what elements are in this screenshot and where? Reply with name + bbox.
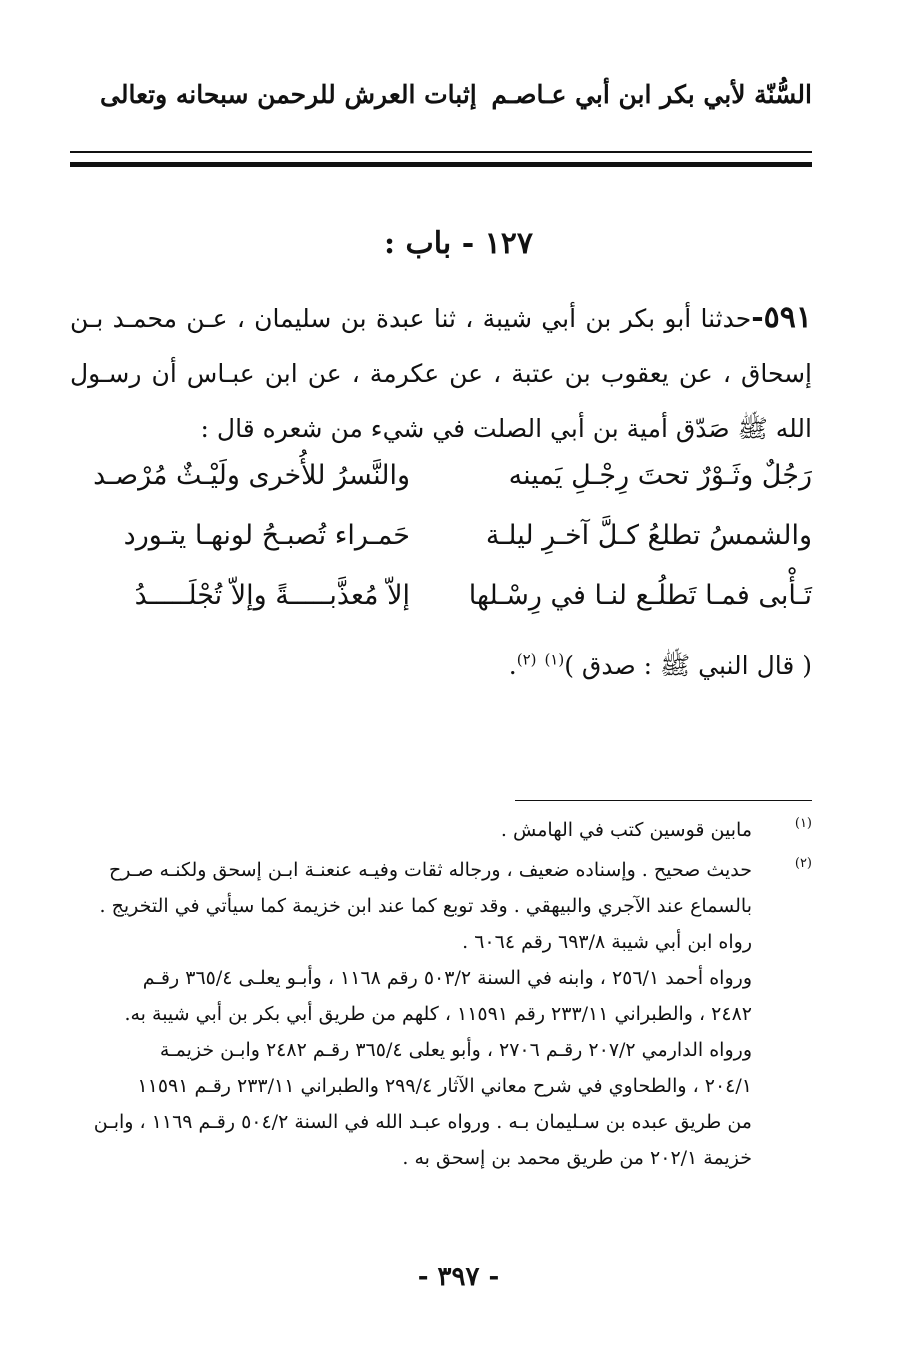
book-title: السُّنّة لأبي بكر ابن أبي عـاصـم	[491, 80, 812, 109]
poem-verse	[70, 580, 812, 640]
verse-first-hemistich: رَجُلٌ وثَـوْرٌ تحتَ رِجْـلِ يَمينه	[508, 460, 812, 491]
footnote-ref-2[interactable]: (٢)	[516, 650, 537, 669]
footnote-line: ٢٠٤/١ ، والطحاوي في شرح معاني الآثار ٢٩٩/٤ والطبراني ٢٣٣/١١ رقـم ١١٥٩١	[137, 1075, 752, 1097]
closing-end: .	[508, 651, 517, 680]
footnote-line: مابين قوسين كتب في الهامش .	[500, 819, 752, 841]
verse-second-hemistich: حَمـراء تُصبـحُ لونهـا يتـورد	[123, 520, 410, 551]
hadith-number: ٥٩١-	[751, 300, 812, 335]
verse-first-hemistich: والشمسُ تطلعُ كـلَّ آخـرِ ليلـة	[485, 520, 812, 551]
chapter-heading: ١٢٧ - باب :	[384, 226, 533, 261]
running-header	[70, 80, 812, 130]
header-rule-thick	[70, 162, 812, 167]
poem-verse	[70, 460, 812, 520]
verse-second-hemistich: والنَّسرُ للأُخرى ولَيْـثٌ مُرْصـد	[93, 460, 410, 491]
footnote-2	[70, 852, 812, 1176]
footnote-number: (٢)	[794, 856, 812, 871]
verse-first-hemistich: تَـأْبى فمـا تَطلُـع لنـا في رِسْـلها	[468, 580, 812, 611]
poem	[70, 460, 812, 640]
footnote-line: ورواه أحمد ٢٥٦/١ ، وابنه في السنة ٥٠٣/٢ رقم ١١٦٨ ، وأبـو يعلـى ٣٦٥/٤ رقـم	[142, 967, 752, 989]
footnote-line: ٢٤٨٢ ، والطبراني ٢٣٣/١١ رقم ١١٥٩١ ، كلهم من طريق أبي بكر بن أبي شيبة به.	[124, 1003, 752, 1025]
footnote-line: رواه ابن أبي شيبة ٦٩٣/٨ رقم ٦٠٦٤ .	[462, 931, 752, 953]
header-rule-thin	[70, 151, 812, 153]
footnote-line: حديث صحيح . وإسناده ضعيف ، ورجاله ثقات وفيـه عنعنـة ابـن إسحق ولكنـه صـرح	[109, 859, 752, 881]
hadith-text: حدثنا أبو بكر بن أبي شيبة ، ثنا عبدة بن سليمان ، عـن محمـد بـن إسحاق ، عن يعقوب بن عتبة ، عن عكرمة ، عن ابن عبـاس أن رسـول الله ﷺ صَدّق أمية بن أبي الصلت في شيء من شعره قال :	[70, 304, 812, 443]
verse-second-hemistich: إلاّ مُعذَّبـــــةً وإلاّ تُجْلَـــــدُ	[134, 580, 410, 611]
footnote-separator	[515, 800, 812, 801]
footnote-line: خزيمة ٢٠٢/١ من طريق محمد بن إسحق به .	[402, 1147, 752, 1169]
page-number: - ٣٩٧ -	[417, 1262, 500, 1292]
footnote-line: ورواه الدارمي ٢٠٧/٢ رقـم ٢٧٠٦ ، وأبو يعلى ٣٦٥/٤ رقـم ٢٤٨٢ وابـن خزيمـة	[159, 1039, 752, 1061]
poem-verse	[70, 520, 812, 580]
footnote-1	[70, 812, 812, 848]
footnote-line: بالسماع عند الآجري والبيهقي . وقد توبع كما عند ابن خزيمة كما سيأتي في التخريج .	[99, 895, 752, 917]
footnote-number: (١)	[794, 816, 812, 831]
footnote-line: من طريق عبده بن سـليمان بـه . ورواه عبـد الله في السنة ٥٠٤/٢ رقـم ١١٦٩ ، وابـن	[93, 1111, 752, 1133]
footnote-ref-1[interactable]: (١)	[544, 650, 565, 669]
closing-statement	[509, 650, 812, 687]
closing-text: ( قال النبي ﷺ : صدق )	[564, 651, 812, 680]
footnotes	[70, 812, 812, 1176]
section-title: إثبات العرش للرحمن سبحانه وتعالى	[100, 80, 477, 109]
hadith-paragraph	[70, 290, 812, 456]
